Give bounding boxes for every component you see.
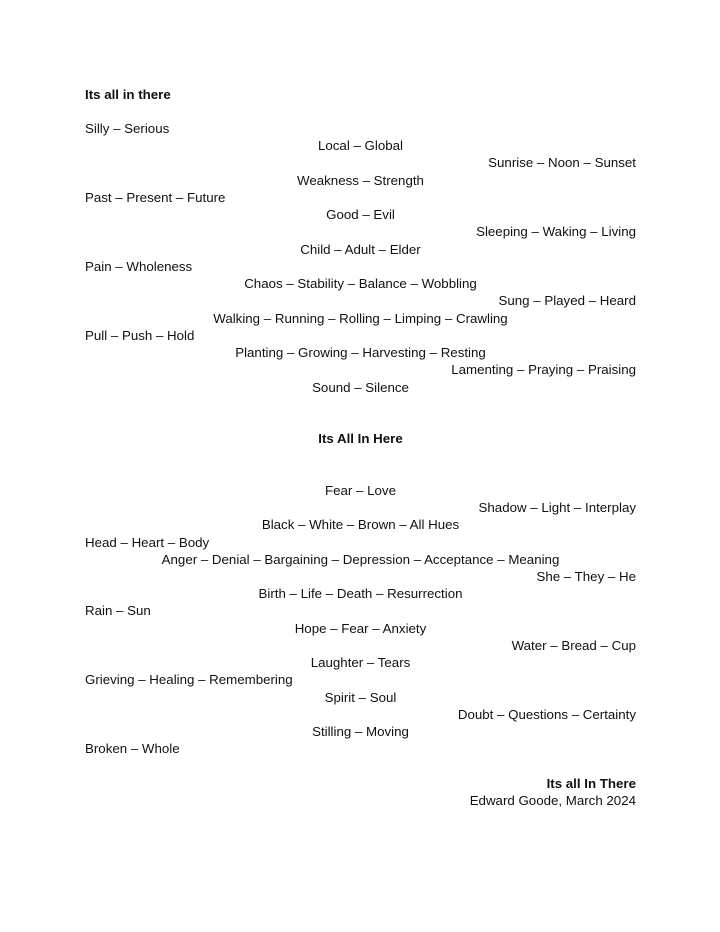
poem-line: Broken – Whole (85, 741, 180, 756)
poem-line: Sound – Silence (312, 380, 409, 395)
poem-line: Child – Adult – Elder (300, 242, 421, 257)
poem-line: Lamenting – Praying – Praising (451, 362, 636, 377)
poem-line: Black – White – Brown – All Hues (261, 517, 460, 532)
author-signature: Edward Goode, March 2024 (469, 793, 636, 808)
poem-line: Shadow – Light – Interplay (478, 500, 636, 515)
closing-line: Its all In There (546, 776, 636, 791)
poem-line: She – They – He (536, 569, 636, 584)
poem-line: Spirit – Soul (324, 690, 397, 705)
poem-line: Anger – Denial – Bargaining – Depression – Acceptance – Meaning (161, 552, 560, 567)
poem-line: Laughter – Tears (310, 655, 411, 670)
poem-line: Pull – Push – Hold (85, 328, 195, 343)
poem-line: Weakness – Strength (297, 173, 424, 188)
poem-line: Sung – Played – Heard (498, 293, 636, 308)
poem-page (85, 0, 636, 932)
poem-line: Head – Heart – Body (85, 535, 210, 550)
poem-line: Sunrise – Noon – Sunset (488, 155, 636, 170)
poem-line: Good – Evil (326, 207, 395, 222)
poem-line: Grieving – Healing – Remembering (85, 672, 293, 687)
poem-line: Planting – Growing – Harvesting – Resting (235, 345, 486, 360)
poem-line: Past – Present – Future (85, 190, 226, 205)
poem-title: Its all in there (85, 87, 171, 102)
poem-line: Water – Bread – Cup (511, 638, 636, 653)
poem-line: Fear – Love (325, 483, 396, 498)
poem-line: Stilling – Moving (312, 724, 409, 739)
section-heading: Its All In Here (318, 431, 403, 446)
poem-line: Local – Global (317, 138, 403, 153)
poem-line: Doubt – Questions – Certainty (457, 707, 636, 722)
poem-line: Pain – Wholeness (85, 259, 193, 274)
poem-line: Rain – Sun (85, 603, 151, 618)
poem-line: Silly – Serious (85, 121, 170, 136)
poem-line: Hope – Fear – Anxiety (294, 621, 427, 636)
poem-line: Birth – Life – Death – Resurrection (258, 586, 463, 601)
poem-line: Walking – Running – Rolling – Limping – Crawling (213, 311, 508, 326)
poem-line: Sleeping – Waking – Living (476, 224, 636, 239)
poem-line: Chaos – Stability – Balance – Wobbling (244, 276, 477, 291)
